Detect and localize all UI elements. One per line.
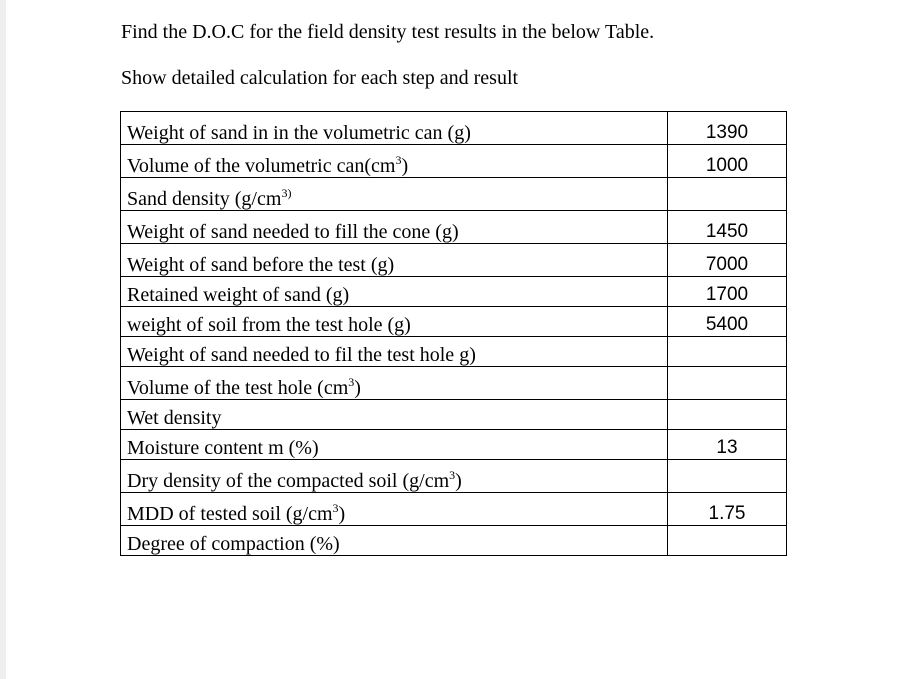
table-row-sand-density	[121, 178, 787, 211]
row-label: Dry density of the compacted soil $(g/cm^3)$	[121, 460, 668, 493]
instruction-heading: Show detailed calculation for each step and result	[121, 67, 519, 89]
table-row-wet-density	[121, 400, 787, 430]
row-value	[668, 337, 787, 367]
row-value: 13	[668, 430, 787, 460]
row-value: 5400	[668, 307, 787, 337]
viewer-margin-strip	[0, 0, 6, 679]
row-value	[668, 526, 787, 556]
table-row-moisture-content	[121, 430, 787, 460]
question-heading: Find the D.O.C for the field density test results in the below Table.	[121, 21, 655, 43]
row-value	[668, 178, 787, 211]
row-value: 1450	[668, 211, 787, 244]
row-label: Wet density	[121, 400, 668, 430]
table-row-volume-hole	[121, 367, 787, 400]
row-label: Moisture content m (%)	[121, 430, 668, 460]
table-row-degree-of-compaction	[121, 526, 787, 556]
row-value: 1390	[668, 112, 787, 145]
table-row-retained-sand	[121, 277, 787, 307]
table-row-mdd	[121, 493, 787, 526]
row-value	[668, 460, 787, 493]
field-density-table	[120, 111, 787, 556]
row-label: weight of soil from the test hole (g)	[121, 307, 668, 337]
row-label: Volume of the test hole $(cm^3)$	[121, 367, 668, 400]
row-label: Sand density ($g/cm^{3)}$	[121, 178, 668, 211]
row-value: 1000	[668, 145, 787, 178]
row-label: Degree of compaction (%)	[121, 526, 668, 556]
table-row-dry-density	[121, 460, 787, 493]
row-label: Weight of sand in in the volumetric can (g)	[121, 112, 668, 145]
table-row-sand-fill-hole	[121, 337, 787, 367]
row-label: Volume of the volumetric $can(cm^3)$	[121, 145, 668, 178]
table-row-soil-weight-hole	[121, 307, 787, 337]
table-row-volume-can	[121, 145, 787, 178]
table-row-sand-fill-cone	[121, 211, 787, 244]
row-value: 1.75	[668, 493, 787, 526]
row-label: Weight of sand before the test (g)	[121, 244, 668, 277]
table-row-sand-before-test	[121, 244, 787, 277]
row-value: 1700	[668, 277, 787, 307]
row-label: MDD of tested soil $(g/cm^3)$	[121, 493, 668, 526]
row-label: Retained weight of sand (g)	[121, 277, 668, 307]
row-label: Weight of sand needed to fil the test hole g)	[121, 337, 668, 367]
row-value	[668, 400, 787, 430]
row-label: Weight of sand needed to fill the cone (g)	[121, 211, 668, 244]
row-value	[668, 367, 787, 400]
row-value: 7000	[668, 244, 787, 277]
table-row-sand-weight-can	[121, 112, 787, 145]
